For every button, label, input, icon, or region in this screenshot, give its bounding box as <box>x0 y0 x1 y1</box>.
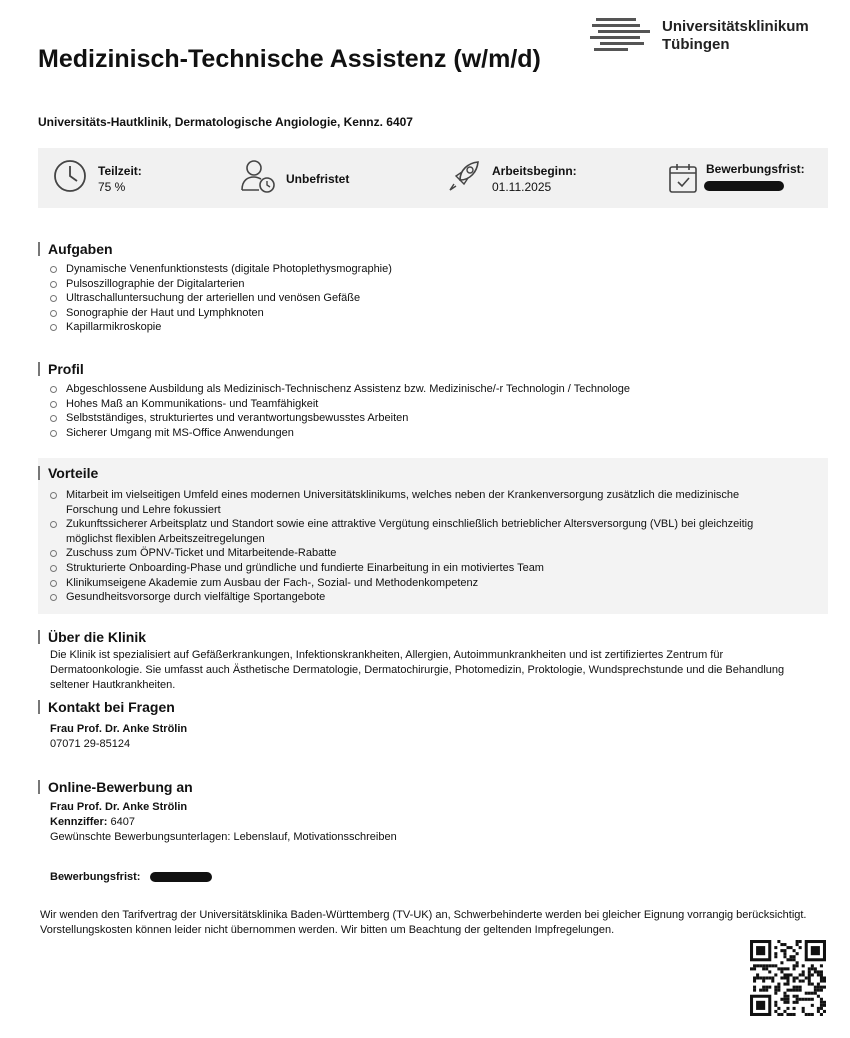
qr-module <box>765 964 768 967</box>
qr-module <box>759 976 762 979</box>
list-item: Kapillarmikroskopie <box>38 320 828 335</box>
aufgaben-list <box>38 262 828 335</box>
user-clock-icon <box>240 158 276 194</box>
qr-module <box>753 989 756 992</box>
job-info-bar <box>38 148 828 208</box>
bewerbung-ref <box>50 815 828 830</box>
qr-module <box>756 973 759 976</box>
qr-module <box>777 1013 780 1016</box>
qr-module <box>793 958 796 961</box>
qr-module <box>774 964 777 967</box>
job-department: Universitäts-Hautklinik, Dermatologische Angiologie, Kennz. 6407 <box>38 115 413 129</box>
section-profil <box>38 360 828 440</box>
logo-mark-icon <box>590 16 652 52</box>
bottom-deadline-label: Bewerbungsfrist: <box>50 871 141 883</box>
qr-module <box>820 1004 823 1007</box>
contract-label: Unbefristet <box>286 172 350 186</box>
qr-module <box>774 1004 777 1007</box>
qr-module <box>814 992 817 995</box>
rocket-icon <box>446 158 482 194</box>
qr-module <box>783 973 786 976</box>
qr-module <box>768 976 771 979</box>
qr-module <box>796 986 799 989</box>
section-klinik <box>38 628 828 693</box>
kontakt-phone: 07071 29-85124 <box>50 738 131 750</box>
qr-module <box>823 1010 826 1013</box>
qr-module <box>808 970 811 973</box>
qr-module <box>777 1007 780 1010</box>
start-value: 01.11.2025 <box>492 180 552 194</box>
qr-module <box>783 949 786 952</box>
qr-module <box>780 967 783 970</box>
list-item: Strukturierte Onboarding-Phase und gründliche und fundierte Einarbeitung in ein motiviertes Team <box>38 561 778 576</box>
qr-module <box>802 998 805 1001</box>
qr-module <box>774 952 777 955</box>
qr-module <box>793 1007 796 1010</box>
qr-module <box>811 964 814 967</box>
qr-module <box>820 973 823 976</box>
qr-module <box>823 1001 826 1004</box>
qr-module <box>793 976 796 979</box>
klinik-text: Die Klinik ist spezialisiert auf Gefäßerkrankungen, Infektionskrankheiten, Allergien, Autoimmunkrankheiten und ist zertifiziertes Zentrum für Dermatoonkologie. Sie umfasst auch Ästhetische Dermatologie, Dermatochirurgie, Photomedizin, Proktologie, Wundsprechstunde und die Behandlung seltener Hautkrankheiten. <box>50 649 785 691</box>
qr-module <box>817 983 820 986</box>
qr-module <box>811 967 814 970</box>
list-item: Dynamische Venenfunktionstests (digitale Photoplethysmographie) <box>38 262 828 277</box>
qr-module <box>796 995 799 998</box>
qr-module <box>762 967 765 970</box>
qr-module <box>799 973 802 976</box>
qr-module <box>780 1013 783 1016</box>
job-title: Medizinisch-Technische Assistenz (w/m/d) <box>38 45 541 73</box>
qr-module <box>793 986 796 989</box>
qr-module <box>820 964 823 967</box>
qr-module <box>756 964 759 967</box>
qr-module <box>780 949 783 952</box>
qr-module <box>796 964 799 967</box>
qr-module <box>790 1013 793 1016</box>
qr-module <box>796 976 799 979</box>
qr-module <box>780 943 783 946</box>
qr-module <box>805 992 808 995</box>
qr-module <box>808 976 811 979</box>
qr-module <box>765 967 768 970</box>
qr-module <box>753 980 756 983</box>
qr-module <box>750 967 753 970</box>
qr-module <box>786 958 789 961</box>
qr-module <box>790 973 793 976</box>
qr-module <box>820 1013 823 1016</box>
qr-module <box>799 946 802 949</box>
qr-module <box>786 983 789 986</box>
qr-module <box>811 992 814 995</box>
qr-module <box>817 970 820 973</box>
qr-module <box>796 961 799 964</box>
vorteile-heading: Vorteile <box>38 464 828 482</box>
qr-module <box>811 1013 814 1016</box>
qr-module <box>777 983 780 986</box>
qr-module <box>799 998 802 1001</box>
qr-module <box>786 946 789 949</box>
qr-module <box>753 986 756 989</box>
vorteile-list <box>38 488 778 605</box>
bewerbung-documents: Gewünschte Bewerbungsunterlagen: Lebenslauf, Motivationsschreiben <box>50 831 397 843</box>
calendar-check-icon <box>668 162 698 194</box>
qr-module <box>820 986 823 989</box>
qr-module <box>823 1004 826 1007</box>
info-contract <box>240 158 400 198</box>
qr-module <box>808 992 811 995</box>
qr-module <box>796 940 799 943</box>
qr-module <box>783 1001 786 1004</box>
qr-module <box>753 976 756 979</box>
deadline-redacted <box>704 180 784 194</box>
qr-module <box>805 998 808 1001</box>
qr-module <box>774 989 777 992</box>
qr-module <box>793 989 796 992</box>
qr-module <box>796 943 799 946</box>
qr-module <box>817 986 820 989</box>
qr-module <box>759 989 762 992</box>
profil-list <box>38 382 828 440</box>
qr-module <box>777 989 780 992</box>
qr-module <box>802 1007 805 1010</box>
qr-module <box>774 992 777 995</box>
qr-module <box>793 949 796 952</box>
qr-module <box>790 946 793 949</box>
qr-module <box>808 983 811 986</box>
qr-module <box>780 961 783 964</box>
section-aufgaben <box>38 240 828 335</box>
qr-module <box>820 998 823 1001</box>
qr-module <box>814 970 817 973</box>
qr-module <box>783 1010 786 1013</box>
qr-module <box>780 970 783 973</box>
qr-module <box>808 980 811 983</box>
qr-module <box>786 989 789 992</box>
qr-module <box>765 989 768 992</box>
info-worktime <box>52 158 202 198</box>
qr-module <box>768 964 771 967</box>
start-label: Arbeitsbeginn: <box>492 164 577 178</box>
worktime-value: 75 % <box>98 180 126 194</box>
qr-module <box>774 1001 777 1004</box>
qr-module <box>783 952 786 955</box>
qr-module <box>802 964 805 967</box>
info-deadline <box>668 158 828 198</box>
brand-name-line1: Universitätsklinikum <box>662 18 809 35</box>
university-logo <box>590 14 830 60</box>
profil-heading: Profil <box>38 360 828 378</box>
qr-module <box>820 1007 823 1010</box>
qr-module <box>805 976 808 979</box>
qr-module <box>793 1013 796 1016</box>
qr-module <box>808 967 811 970</box>
section-bewerbung <box>38 778 828 845</box>
bewerbung-name: Frau Prof. Dr. Anke Strölin <box>50 801 188 813</box>
worktime-label: Teilzeit: <box>98 164 142 178</box>
qr-module <box>817 995 820 998</box>
qr-module <box>802 980 805 983</box>
qr-module <box>780 998 783 1001</box>
qr-module <box>774 1010 777 1013</box>
qr-module <box>783 943 786 946</box>
ref-value: 6407 <box>110 816 135 828</box>
qr-module <box>823 986 826 989</box>
qr-module <box>793 980 796 983</box>
qr-module <box>786 995 789 998</box>
qr-module <box>808 998 811 1001</box>
list-item: Abgeschlossene Ausbildung als Medizinisch-Technischenz Assistenz bzw. Medizinische/-r Technologin / Technologe <box>38 382 828 397</box>
qr-module <box>811 946 820 955</box>
list-item: Sicherer Umgang mit MS-Office Anwendungen <box>38 426 828 441</box>
qr-module <box>786 967 789 970</box>
qr-module <box>765 986 768 989</box>
qr-module <box>786 976 789 979</box>
qr-module <box>768 970 771 973</box>
qr-module <box>765 976 768 979</box>
qr-module <box>762 980 765 983</box>
kontakt-details <box>50 722 828 752</box>
qr-module <box>762 986 765 989</box>
qr-module <box>783 995 786 998</box>
qr-module <box>759 964 762 967</box>
qr-module <box>786 1007 789 1010</box>
qr-module <box>753 964 756 967</box>
qr-module <box>811 998 814 1001</box>
qr-module <box>820 980 823 983</box>
qr-module <box>817 1010 820 1013</box>
qr-module <box>814 967 817 970</box>
qr-module <box>793 964 796 967</box>
qr-code[interactable] <box>750 940 826 1016</box>
list-item: Hohes Maß an Kommunikations- und Teamfähigkeit <box>38 397 828 412</box>
klinik-heading: Über die Klinik <box>38 628 828 646</box>
list-item: Ultraschalluntersuchung der arteriellen und venösen Gefäße <box>38 291 828 306</box>
qr-module <box>823 976 826 979</box>
qr-module <box>771 964 774 967</box>
qr-module <box>777 986 780 989</box>
list-item: Zuschuss zum ÖPNV-Ticket und Mitarbeitende-Rabatte <box>38 546 778 561</box>
qr-module <box>774 986 777 989</box>
qr-module <box>811 983 814 986</box>
redaction-mark <box>704 181 784 191</box>
ref-label: Kennziffer: <box>50 816 108 828</box>
qr-module <box>817 989 820 992</box>
qr-module <box>774 955 777 958</box>
qr-module <box>811 1004 814 1007</box>
list-item: Zukunftssicherer Arbeitsplatz und Standort sowie eine attraktive Vergütung einschließlich betrieblicher Altersversorgung (VBL) bei gleichzeitig möglichst flexiblen Arbeitszeitregelungen <box>38 517 778 546</box>
qr-module <box>777 967 780 970</box>
qr-module <box>820 976 823 979</box>
qr-module <box>802 970 805 973</box>
bottom-deadline <box>50 871 212 883</box>
qr-module <box>786 980 789 983</box>
footer-text: Wir wenden den Tarifvertrag der Universitätsklinika Baden-Württemberg (TV-UK) an, Schwerbehinderte werden bei gleicher Eignung vorrangig berücksichtigt. Vorstellungskosten können leider nicht übernommen werden. Wir bitten um Beachtung der geltenden Impfregelungen. <box>40 909 807 936</box>
bewerbung-heading: Online-Bewerbung an <box>38 778 828 796</box>
qr-module <box>823 980 826 983</box>
qr-module <box>811 973 814 976</box>
qr-module <box>786 998 789 1001</box>
qr-module <box>753 967 756 970</box>
qr-module <box>771 976 774 979</box>
qr-module <box>814 986 817 989</box>
qr-module <box>820 970 823 973</box>
kontakt-name: Frau Prof. Dr. Anke Strölin <box>50 723 188 735</box>
list-item: Selbstständiges, strukturiertes und verantwortungsbewusstes Arbeiten <box>38 411 828 426</box>
qr-module <box>814 989 817 992</box>
list-item: Sonographie der Haut und Lymphknoten <box>38 306 828 321</box>
qr-module <box>817 973 820 976</box>
qr-module <box>783 992 786 995</box>
qr-module <box>793 967 796 970</box>
qr-module <box>802 973 805 976</box>
info-start <box>446 158 626 198</box>
aufgaben-heading: Aufgaben <box>38 240 828 258</box>
qr-module <box>799 940 802 943</box>
qr-module <box>762 964 765 967</box>
qr-module <box>786 1013 789 1016</box>
qr-module <box>820 1001 823 1004</box>
qr-module <box>783 983 786 986</box>
redaction-mark <box>150 872 212 882</box>
qr-module <box>768 986 771 989</box>
qr-module <box>805 1013 808 1016</box>
qr-module <box>796 1001 799 1004</box>
bewerbung-details <box>50 800 828 845</box>
section-vorteile <box>38 458 828 614</box>
qr-module <box>820 989 823 992</box>
qr-module <box>756 976 759 979</box>
qr-module <box>793 995 796 998</box>
section-kontakt <box>38 698 828 752</box>
list-item: Gesundheitsvorsorge durch vielfältige Sportangebote <box>38 590 778 605</box>
qr-module <box>790 955 793 958</box>
list-item: Pulsoszillographie der Digitalarterien <box>38 277 828 292</box>
qr-module <box>783 998 786 1001</box>
qr-module <box>780 976 783 979</box>
qr-module <box>783 967 786 970</box>
kontakt-heading: Kontakt bei Fragen <box>38 698 828 716</box>
qr-module <box>799 986 802 989</box>
clock-icon <box>52 158 88 194</box>
qr-module <box>799 980 802 983</box>
qr-module <box>777 940 780 943</box>
list-item: Mitarbeit im vielseitigen Umfeld eines modernen Universitätsklinikums, welches neben der Krankenversorgung zusätzlich die medizinische Forschung und Lehre fokussiert <box>38 488 778 517</box>
qr-module <box>790 958 793 961</box>
qr-module <box>786 973 789 976</box>
qr-module <box>790 989 793 992</box>
qr-module <box>796 952 799 955</box>
qr-module <box>756 1001 765 1010</box>
qr-module <box>762 989 765 992</box>
qr-module <box>774 946 777 949</box>
qr-module <box>799 989 802 992</box>
qr-module <box>783 976 786 979</box>
qr-module <box>808 1013 811 1016</box>
qr-module <box>796 998 799 1001</box>
qr-module <box>756 946 765 955</box>
brand-name-line2: Tübingen <box>662 36 730 53</box>
qr-module <box>786 1001 789 1004</box>
qr-module <box>808 973 811 976</box>
qr-module <box>771 980 774 983</box>
qr-module <box>774 973 777 976</box>
qr-module <box>796 989 799 992</box>
qr-module <box>762 976 765 979</box>
qr-module <box>793 1001 796 1004</box>
qr-module <box>802 1010 805 1013</box>
logo-text <box>662 18 809 54</box>
list-item: Klinikumseigene Akademie zum Ausbau der Fach-, Sozial- und Methodenkompetenz <box>38 576 778 591</box>
qr-module <box>817 1007 820 1010</box>
qr-module <box>793 955 796 958</box>
deadline-label: Bewerbungsfrist: <box>706 162 805 176</box>
qr-module <box>783 955 786 958</box>
